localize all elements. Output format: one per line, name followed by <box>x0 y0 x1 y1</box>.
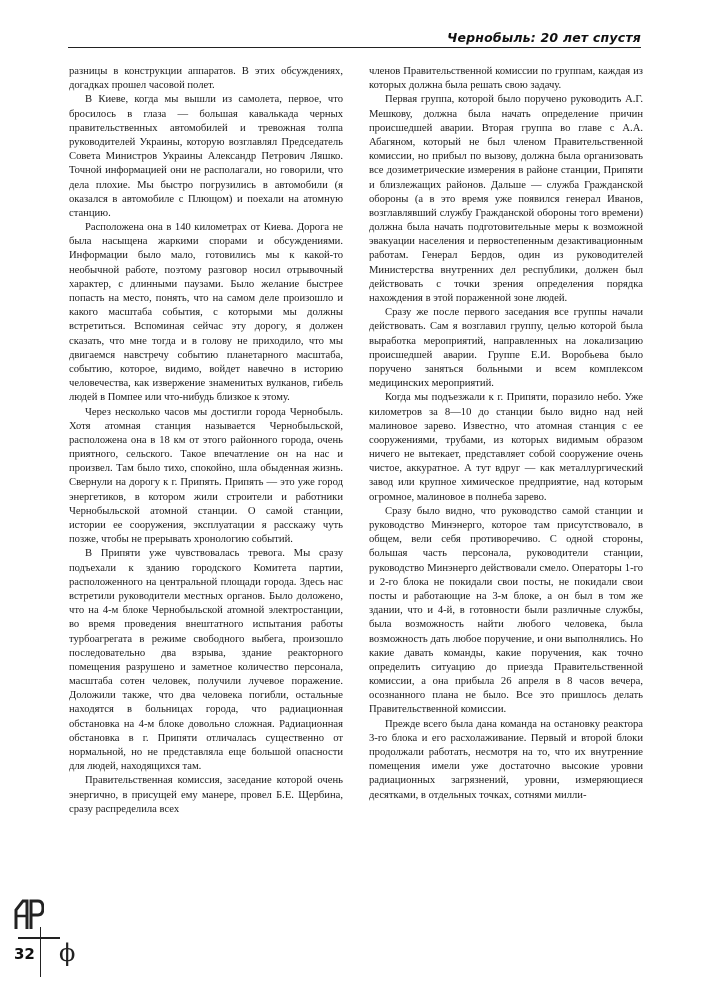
page-number: 32 <box>14 945 35 963</box>
paragraph: В Киеве, когда мы вышли из самолета, первое, что бросилось в глаза — большая кавалькада черных правительственных автомобилей и тревожная толпа руководителей Украины, которую возглавлял Председатель Совета Министров Украины Александр Петрович Ляшко. Точной информацией они не располагали, но говорили, что дела плохие. Мы быстро погрузились в автомобили (я оказался в автомобиле с Плющом) и поехали на атомную станцию. <box>69 94 343 219</box>
paragraph: Через несколько часов мы достигли города Чернобыль. Хотя атомная станция называется Чернобыльской, расположена она в 18 км от этого районного города, очень приятного, сельского. Такое впечатление он на нас и произвел. Там было тихо, спокойно, шла обыденная жизнь. Свернули на дорогу к г. Припять. Припять — это уже город энергетиков, в котором жили строители и работники Чернобыльской атомной станции. О самой станции, истории ее сооружения, эксплуатации я расскажу чуть позже, чтобы не прерывать хронологию событий. <box>69 406 343 546</box>
paragraph: Расположена она в 140 километрах от Киева. Дорога не была насыщена жаркими спорами и обсуждениями. Информации было мало, готовились мы к какой-то необычной работе, поэтому разговор носил отрывочный характер, с длинными паузами. Было желание быстрее попасть на место, понять, что на самом деле произошло и какого масштаба события, с которыми мы должны встретиться. Вспоминая сейчас эту дорогу, я должен сказать, что мне тогда и в голову не приходило, что мы двигаемся навстречу событию планетарного масштаба, событию, которое, видимо, войдет навечно в историю человечества, как извержение знаменитых вулканов, гибель людей в Помпее или что-нибудь близкое к этому. <box>69 222 343 404</box>
paragraph: В Припяти уже чувствовалась тревога. Мы сразу подъехали к зданию городского Комитета партии, расположенного на центральной площади города. Здесь нас встретили руководители местных органов. Было доложено, что на 4-м блоке Чернобыльской атомной электростанции, во время проведения внештатного испытания работы турбоагрегата в режиме свободного выбега, произошло последовательно два взрыва, здание реакторного помещения разрушено и заметное количество персонала, масштаба сотен человек, получили лучевое поражение. Доложили также, что два человека погибли, остальные находятся в больницах города, что радиационная обстановка на 4-м блоке довольно сложная. Радиационная обстановка в г. Припяти отличалась существенно от нормальной, но не представляла еще большой опасности для людей, находящихся там. <box>69 548 343 773</box>
running-title: Чернобыль: 20 лет спустя <box>447 30 641 45</box>
footer-rule <box>18 937 60 939</box>
publisher-logo-icon <box>14 898 44 930</box>
paragraph: Прежде всего была дана команда на остановку реактора 3-го блока и его расхолаживание. Первый и второй блоки продолжали работать, несмотря на то, что их внутренние помещения имели уже достаточно высокие уровни радиационных загрязнений, уровни, измеряющиеся десятками, в отдельных точках, сотнями милли- <box>369 718 643 801</box>
paragraph: членов Правительственной комиссии по группам, каждая из которых должна была решать свою задачу. <box>369 66 643 92</box>
paragraph: Правительственная комиссия, заседание которой очень энергично, в присущей ему манере, провел Б.Е. Щербина, сразу распределила всех <box>69 775 343 815</box>
header-rule <box>68 47 641 48</box>
paragraph: Первая группа, которой было поручено руководить А.Г. Мешкову, должна была начать определение причин происшедшей аварии. Вторая группа во главе с А.А. Абагяном, который не был членом Правительственной комиссии, но прибыл по вызову, должна была организовать все дозиметрические измерения в районе станции, Припяти и близлежащих районов. Дальше — служба Гражданской обороны (а в это время уже появился генерал Иванов, возглавлявший службу Гражданской обороны того времени) должна была начать подготовительные меры к возможной эвакуации населения и первостепенным дезактивационным работам. Генерал Бердов, один из руководителей Министерства внутренних дел республики, должен был действовать с точки зрения определения порядка нахождения в этой пораженной зоне людей. <box>369 94 643 304</box>
paragraph: Сразу же после первого заседания все группы начали действовать. Сам я возглавил группу, целью которой была выработка мероприятий, направленных на локализацию происшедшей аварии. Группе Е.И. Воробьева было поручено заняться больными и всем комплексом медицинских мероприятий. <box>369 307 643 390</box>
right-column <box>369 65 643 803</box>
paragraph: разницы в конструкции аппаратов. В этих обсуждениях, догадках прошел часовой полет. <box>69 66 343 92</box>
phi-symbol: ϕ <box>59 939 76 967</box>
footer-divider <box>40 927 41 977</box>
left-column <box>69 65 343 817</box>
paragraph: Когда мы подъезжали к г. Припяти, поразило небо. Уже километров за 8—10 до станции было видно над ней малиновое зарево. Известно, что атомная станция с ее сооружениями, трубами, из которых видимым образом ничего не вытекает, представляет собой сооружение очень чистое, аккуратное. А тут вдруг — как металлургический завод или крупное химическое предприятие, над которым огромное, малиновое в полнеба зарево. <box>369 392 643 503</box>
paragraph: Сразу было видно, что руководство самой станции и руководство Минэнерго, которое там присутствовало, в общем, вели себя противоречиво. С одной стороны, большая часть персонала, руководители станции, руководство Минэнерго действовали смело. Операторы 1-го и 2-го блока не покидали свои посты, не покидали свои посты и работающие на 3-м блоке, а он был в том же здании, что и 4-й, в готовности были различные службы, была возможность найти любого человека, была возможность дать любое поручение, и они выполнялись. Но какие давать команды, какие поручения, как точно определить ситуацию до приезда Правительственной комиссии, а она прибыла 26 апреля в 8 часов вечера, осознанного плана не было. Все это пришлось делать Правительственной комиссии. <box>369 505 643 716</box>
